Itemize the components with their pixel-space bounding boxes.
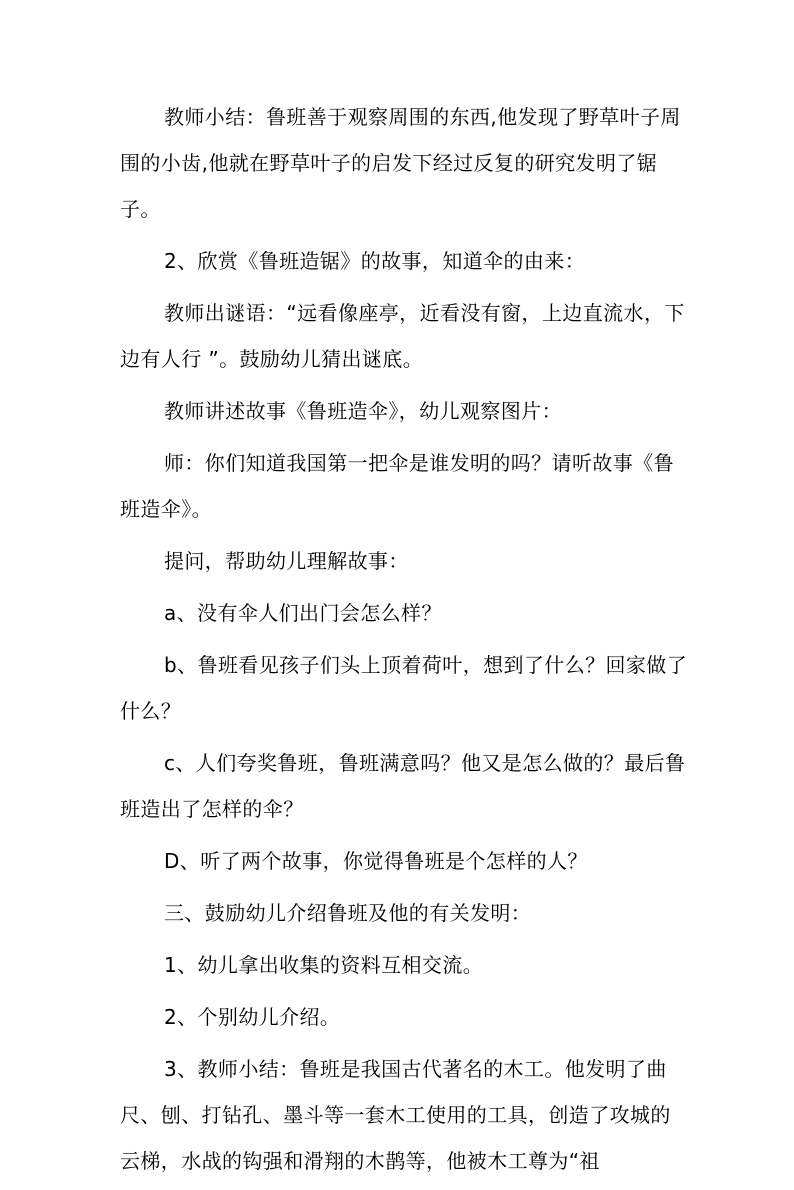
paragraph-story-intro: 2、欣赏《鲁班造锯》的故事，知道伞的由来： bbox=[164, 249, 586, 273]
question-c: c、人们夸奖鲁班，鲁班满意吗？他又是怎么做的？最后鲁班造出了怎样的伞？ bbox=[120, 751, 686, 821]
question-d: D、听了两个故事，你觉得鲁班是个怎样的人？ bbox=[164, 849, 588, 873]
step-3-teacher-summary: 3、教师小结：鲁班是我国古代著名的木工。他发明了曲尺、刨、打钻孔、墨斗等一套木工使用的工具，创造了攻城的云梯，水战的钩强和滑翔的木鹊等，他被木工尊为“祖 bbox=[120, 1057, 671, 1173]
section-three-heading: 三、鼓励幼儿介绍鲁班及他的有关发明： bbox=[164, 901, 532, 925]
paragraph-teacher-summary-saw: 教师小结：鲁班善于观察周围的东西,他发现了野草叶子周围的小齿,他就在野草叶子的启发下经过反复的研究发明了锯子。 bbox=[120, 105, 681, 221]
step-1: 1、幼儿拿出收集的资料互相交流。 bbox=[164, 953, 484, 977]
document-body bbox=[120, 94, 690, 1190]
paragraph-teacher-question: 师：你们知道我国第一把伞是谁发明的吗？请听故事《鲁班造伞》。 bbox=[120, 451, 674, 521]
paragraph-riddle: 教师出谜语：“远看像座亭，近看没有窗，上边直流水，下边有人行 ”。鼓励幼儿猜出谜底。 bbox=[120, 301, 685, 371]
step-2: 2、个别幼儿介绍。 bbox=[164, 1005, 341, 1029]
paragraph-questions-heading: 提问，帮助幼儿理解故事： bbox=[164, 549, 409, 573]
paragraph-teacher-tells-story: 教师讲述故事《鲁班造伞》，幼儿观察图片： bbox=[164, 399, 562, 423]
question-b: b、鲁班看见孩子们头上顶着荷叶，想到了什么？回家做了什么？ bbox=[120, 653, 688, 723]
question-a: a、没有伞人们出门会怎么样？ bbox=[164, 601, 442, 625]
